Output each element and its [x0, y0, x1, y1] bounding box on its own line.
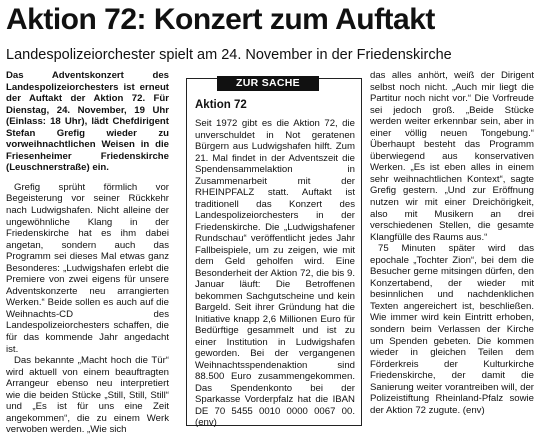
- info-box-title: Aktion 72: [195, 99, 247, 111]
- article-column-right: [370, 70, 534, 416]
- headline: Aktion 72: Konzert zum Auftakt: [6, 3, 435, 36]
- body-paragraph: das alles anhört, weiß der Dirigent selbst noch nicht. „Auch mir liegt die Partitur noch nicht vor.“ Die Vorfreude sei jedoch groß. „Beide Stücke werden weiter erkennbar sein, aber in einer völlig neuen Tongebung.“ Überhaupt besteht das Programm überwiegend aus konservativen Werken. „Es ist eben alles in einem sehr weihnachtlichen Kontext“, sagte Grefig gestern. „Und zur Eröffnung nutzen wir mit einer Dreichörigkeit, also mit Musikern an drei verschiedenen Stellen, die gesamte Klangfülle des Raums aus.“: [370, 70, 534, 243]
- subheadline: Landespolizeiorchester spielt am 24. November in der Friedenskirche: [6, 47, 452, 63]
- info-box-label: ZUR SACHE: [217, 76, 319, 91]
- lead-paragraph: Das Adventskonzert des Landespolizeiorchesters ist erneut der Auftakt der Aktion 72. Für Dienstag, 24. November, 19 Uhr (Einlass: 18 Uhr), lädt Chefdirigent Stefan Grefig wieder zu vorweihnachtlichen Weisen in die Friesenheimer Friedenskirche (Leuschnerstraße) ein.: [6, 70, 169, 174]
- body-paragraph: 75 Minuten später wird das epochale „Tochter Zion“, bei dem die Besucher gerne mitsingen dürfen, den Konzertabend, der wieder mit besinnlichen und nachdenklichen Texten angereichert ist, beschließen. Wie immer wird kein Eintritt erhoben, sondern beim Verlassen der Kirche um Spenden gebeten. Die kommen wieder in gleichen Teilen dem Förderkreis der Kulturkirche Friedenskirche, der damit die Sanierung weiter vorantreiben will, der Polizeistiftung Rheinland-Pfalz sowie der Aktion 72 zugute. (env): [370, 243, 534, 416]
- body-paragraph: Grefig sprüht förmlich vor Begeisterung vor seiner Rückkehr nach Ludwigshafen. Nicht alleine der ungewöhnliche Klang in der Friedenskirche hat es ihm dabei angetan, sondern auch das Programm sei dieses Mal etwas ganz Besonderes: „Ludwigshafen erlebt die Premiere von zwei eigens für unsere Adventskonzerte neu arrangierten Werken.“ Beide sollen es auch auf die Weihnachts-CD des Landespolizeiorchesters schaffen, die für das kommende Jahr angedacht ist.: [6, 181, 169, 355]
- info-box-body: [195, 118, 355, 429]
- article-column-left: [6, 70, 169, 436]
- body-paragraph: Das bekannte „Macht hoch die Tür“ wird aktuell von einem beauftragten Arrangeur ebenso neu interpretiert wie die beiden Stücke „Still, Still, Still“ und „Es ist für uns eine Zeit angekommen“, die zu einem Werk verwoben werden. „Wie sich: [6, 355, 169, 436]
- info-box-text: Seit 1972 gibt es die Aktion 72, die unverschuldet in Not geratenen Bürgern aus Ludwigshafen hilft. Zum 21. Mal findet in der Adventszeit die Spendensammelaktion in Zusammenarbeit mit der RHEINPFALZ statt. Auftakt ist traditionell das Konzert des Landespolizeiorchesters in der Friedenskirche. Die „Ludwigshafener Rundschau“ veröffentlicht jedes Jahr Fallbeispiele, um zu zeigen, wie mit dem Geld geholfen wird. Eine Besonderheit der Aktion 72, die bis 9. Januar läuft: Die Betroffenen bekommen Sachgutscheine und kein Bargeld. Seit ihrer Gründung hat die Initiative knapp 2,6 Millionen Euro für Bedürftige gesammelt und ist zu einer Institution in Ludwigshafen geworden. Bei der vergangenen Weihnachtsspendenaktion sind 88.500 Euro zusammengekommen. Das Spendenkonto bei der Sparkasse Vorderpfalz hat die IBAN DE 70 5455 0010 0000 0067 00. (env): [195, 118, 355, 428]
- info-box-zur-sache: [186, 78, 362, 426]
